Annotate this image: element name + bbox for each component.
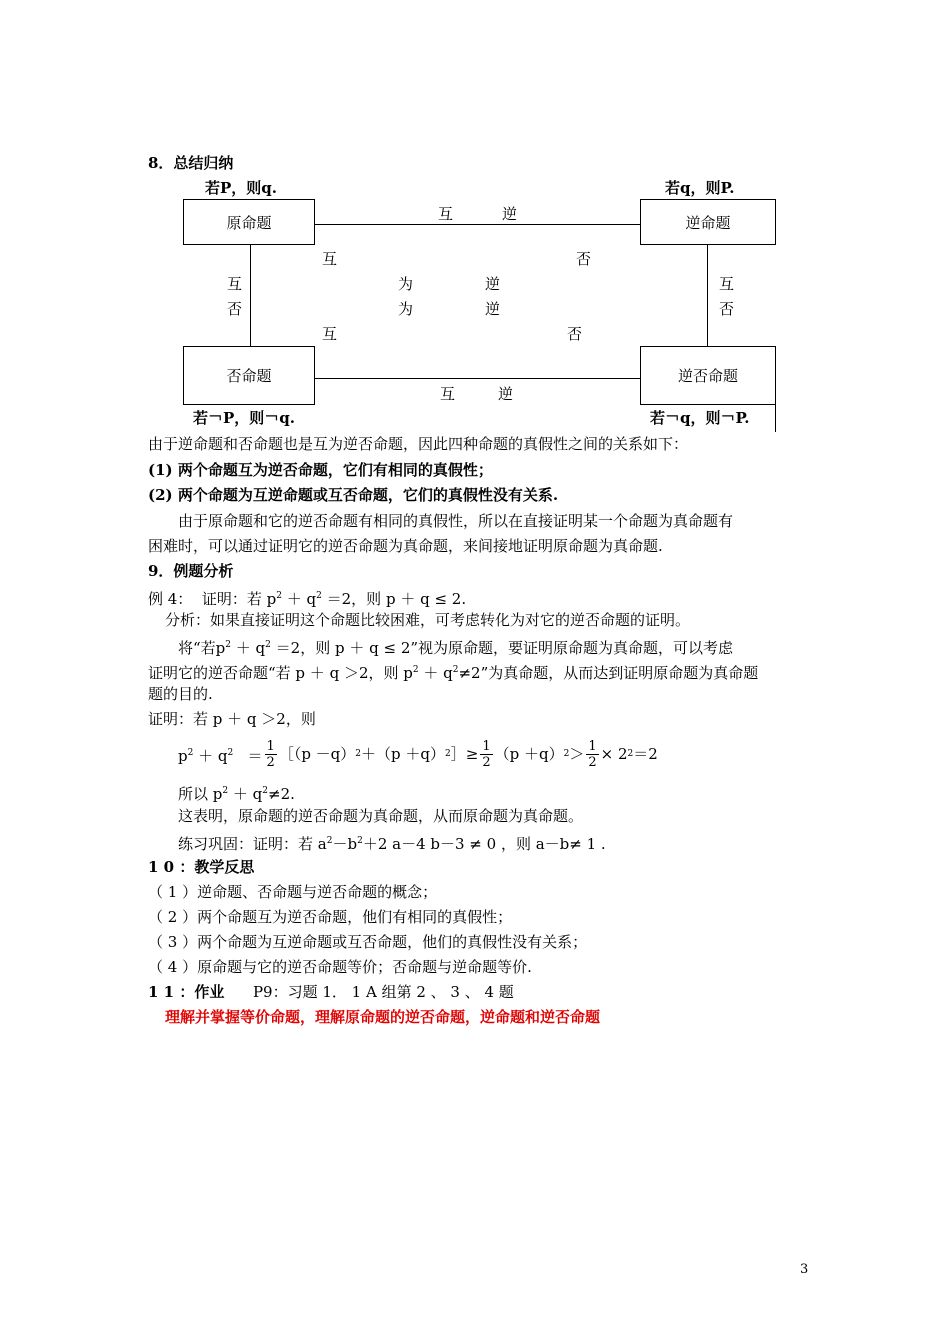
page-number: 3 <box>800 1262 809 1277</box>
example-4-text: 证明：若 <box>201 590 262 608</box>
left-edge-line <box>250 243 251 346</box>
paragraph-1-line-2: 困难时，可以通过证明它的逆否命题为真命题，来间接地证明原命题为真命题. <box>148 537 663 555</box>
top-edge-line <box>313 224 640 225</box>
box-contrapositive-label: 逆否命题 <box>677 367 738 385</box>
reflection-item-1: （ 1 ）逆命题、否命题与逆否命题的概念； <box>148 883 438 901</box>
left-edge-fou: 否 <box>227 300 243 318</box>
homework-line <box>148 982 514 1002</box>
so-line: 所以 $p^2 + q^2\ne 2$. <box>178 785 295 803</box>
p2-line2-prefix: 证明它的逆否命题“若 p ＋ q ＞2，则 <box>148 664 399 682</box>
relation-intro: 由于逆命题和否命题也是互为逆否命题，因此四种命题的真假性之间的关系如下： <box>148 435 689 453</box>
eq-part-3: ］≥ <box>450 745 479 763</box>
proof-intro: 证明：若 p ＋ q ＞2，则 <box>148 710 316 728</box>
right-edge-line <box>707 243 708 346</box>
paragraph-2-line-3: 题的目的. <box>148 685 213 703</box>
diag-ni-2: 逆 <box>485 300 501 318</box>
example-4-cond: ＝2，则 p ＋ q ≤ 2. <box>326 590 467 608</box>
section-11-heading: 1 1 ：作业 <box>148 983 225 1001</box>
summary-red: 理解并掌握等价命题，理解原命题的逆否命题，逆命题和逆否命题 <box>165 1008 601 1026</box>
top-edge-ni: 逆 <box>502 205 518 223</box>
eq-part-4: （p ＋q） <box>494 745 564 763</box>
diag-wei-2: 为 <box>398 300 414 318</box>
p2-prefix: 将“若 <box>178 639 216 657</box>
paragraph-2-line-1: 将“若$p^2 + q^2 =2$，则 p ＋ q ≤ 2”视为原命题，要证明原命题为真命题，可以考虑 <box>178 639 734 657</box>
box-converse-label: 逆命题 <box>685 213 731 232</box>
box-original-proposition <box>183 199 315 245</box>
bottom-edge-line <box>313 378 640 379</box>
diag-wei-1: 为 <box>398 275 414 293</box>
rule-1: (1) 两个命题互为逆否命题，它们有相同的真假性； <box>148 461 493 479</box>
reflection-item-2: （ 2 ）两个命题互为逆否命题，他们有相同的真假性； <box>148 908 513 926</box>
diag-hu-2: 互 <box>322 325 338 343</box>
box-converse-proposition <box>640 199 776 245</box>
section-10-heading: 1 0 ：教学反思 <box>148 858 255 876</box>
label-contrapositive: 若￢q，则￢P. <box>650 409 750 427</box>
paragraph-2-line-2: 证明它的逆否命题“若 p ＋ q ＞2，则 $p^2 + q^2\ne 2$”为真命题，从而达到证明原命题为真命题 <box>148 664 759 682</box>
box-inverse-proposition <box>183 346 315 405</box>
diag-fou-2: 否 <box>567 325 583 343</box>
bottom-edge-hu: 互 <box>440 385 456 403</box>
conclusion: 这表明，原命题的逆否命题为真命题，从而原命题为真命题。 <box>178 807 584 825</box>
section-8-heading: 8．总结归纳 <box>148 154 234 172</box>
practice-prefix: 练习巩固：证明：若 <box>178 835 314 853</box>
eq-part-2: ＋（p ＋q） <box>361 745 446 763</box>
diag-fou-1: 否 <box>576 250 592 268</box>
right-edge-hu: 互 <box>719 275 735 293</box>
section-9-heading: 9．例题分析 <box>148 562 234 580</box>
box-contrapositive-proposition <box>640 346 776 405</box>
top-edge-hu: 互 <box>438 205 454 223</box>
practice-rest: ＋2 a－4 b－3 ≠ 0 ，则 a－b≠ 1 . <box>362 835 606 853</box>
box-original-label: 原命题 <box>226 213 272 232</box>
so-prefix: 所以 <box>178 785 209 803</box>
br-extension-line <box>775 404 776 432</box>
eq-part-6: × 2 <box>600 745 628 763</box>
right-edge-fou: 否 <box>719 300 735 318</box>
label-converse: 若q，则P. <box>665 179 735 197</box>
diag-ni-1: 逆 <box>485 275 501 293</box>
fraction-half-3: $\frac{1}{2}$ <box>588 738 597 770</box>
analysis: 分析：如果直接证明这个命题比较困难，可考虑转化为对它的逆否命题的证明。 <box>165 611 691 629</box>
example-4: 例 4： 证明：若 $p^2 + q^2 =2$，则 p ＋ q ≤ 2. <box>148 590 467 608</box>
p2-line2-rest: ≠2”为真命题，从而达到证明原命题为真命题 <box>458 664 759 682</box>
bottom-edge-ni: 逆 <box>498 385 514 403</box>
example-4-prefix: 例 4： <box>148 590 193 608</box>
label-inverse: 若￢P，则￢q. <box>193 409 295 427</box>
diag-hu-1: 互 <box>322 250 338 268</box>
eq-part-5: ＞ <box>569 745 585 763</box>
proof-equation: $p^2 + q^2$ ＝ $\frac{1}{2}$ ［（p －q） 2 ＋（p ＋q） 2 ］≥ $\frac{1}{2}$ （p ＋q） 2 ＞ $\frac{1}{2}$ × 2 2 ＝2 <box>178 738 658 770</box>
rule-2: (2) 两个命题为互逆命题或互否命题，它们的真假性没有关系. <box>148 486 559 504</box>
left-edge-hu: 互 <box>227 275 243 293</box>
fraction-half-2: $\frac{1}{2}$ <box>482 738 491 770</box>
homework-text: P9：习题 1． 1 A 组第 2 、 3 、 4 题 <box>252 983 514 1001</box>
eq-end: ＝2 <box>633 745 658 763</box>
paragraph-1-line-1: 由于原命题和它的逆否命题有相同的真假性，所以在直接证明某一个命题为真命题有 <box>178 512 734 530</box>
label-original: 若P，则q. <box>205 179 277 197</box>
eq-part-1: ［（p －q） <box>278 745 356 763</box>
reflection-item-3: （ 3 ）两个命题为互逆命题或互否命题，他们的真假性没有关系； <box>148 933 588 951</box>
fraction-half-1: $\frac{1}{2}$ <box>266 738 275 770</box>
practice: 练习巩固：证明：若 $a^2-b^2+2$ a－4 b－3 ≠ 0 ，则 a－b≠ 1 . <box>178 835 606 853</box>
box-inverse-label: 否命题 <box>226 367 272 385</box>
p2-rest: ＝2，则 p ＋ q ≤ 2”视为原命题，要证明原命题为真命题，可以考虑 <box>275 639 734 657</box>
reflection-item-4: （ 4 ）原命题与它的逆否命题等价；否命题与逆命题等价. <box>148 958 532 976</box>
so-end: ≠2. <box>268 785 295 803</box>
